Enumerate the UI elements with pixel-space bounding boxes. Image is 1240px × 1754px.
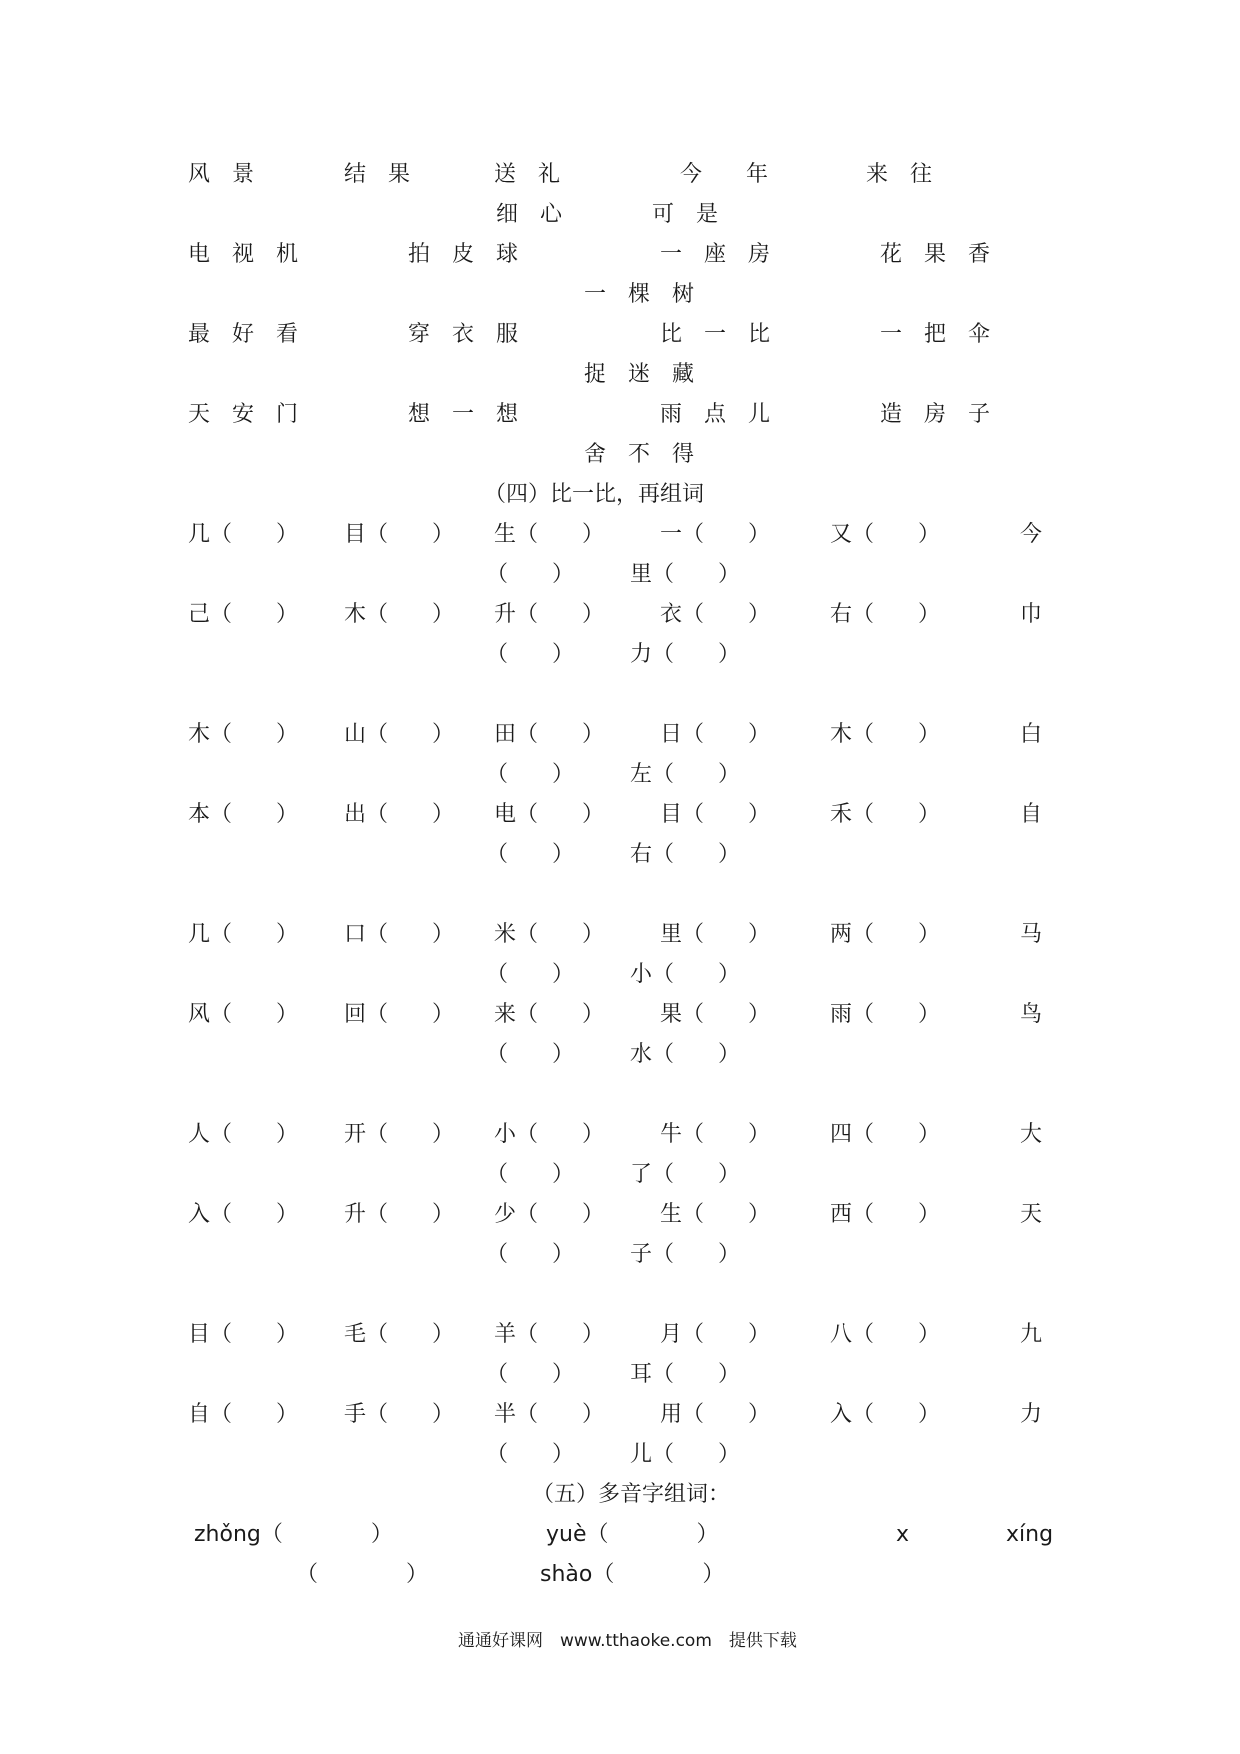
compare-word-blank: 四（ ） [830,1122,941,1147]
compare-word-blank: 了（ ） [630,1162,741,1187]
compare-word-blank: 子（ ） [630,1242,741,1267]
pinyin-blank: zhǒng（ ） [194,1522,393,1547]
compare-word-blank: 回（ ） [344,1002,455,1027]
compare-word-blank: （ ） [486,1042,575,1067]
compare-word-blank: 雨（ ） [830,1002,941,1027]
word: 拍 皮 球 [408,242,519,267]
compare-word-blank: 羊（ ） [494,1322,605,1347]
compare-word-blank: 几（ ） [188,922,299,947]
word: 舍 不 得 [584,442,695,467]
word: 雨 点 儿 [660,402,771,427]
word: 今 年 [680,162,769,187]
compare-word-blank: 升（ ） [344,1202,455,1227]
word: 比 一 比 [660,322,771,347]
compare-word-blank: 生（ ） [660,1202,771,1227]
word: 风 景 [188,162,255,187]
word: 造 房 子 [880,402,991,427]
compare-word-blank: 果（ ） [660,1002,771,1027]
compare-word-blank: 水（ ） [630,1042,741,1067]
compare-word-blank: 电（ ） [494,802,605,827]
compare-word-blank: 马 [1020,922,1043,947]
compare-word-blank: （ ） [486,1242,575,1267]
compare-word-blank: 毛（ ） [344,1322,455,1347]
compare-word-blank: 木（ ） [188,722,299,747]
word: 穿 衣 服 [408,322,519,347]
compare-word-blank: 己（ ） [188,602,299,627]
compare-word-blank: （ ） [486,962,575,987]
section-four-title: （四）比一比，再组词 [484,482,705,507]
pinyin-blank: shào（ ） [540,1562,725,1587]
compare-word-blank: 小（ ） [630,962,741,987]
compare-word-blank: 少（ ） [494,1202,605,1227]
compare-word-blank: 来（ ） [494,1002,605,1027]
compare-word-blank: 今 [1020,522,1043,547]
compare-word-blank: 牛（ ） [660,1122,771,1147]
compare-word-blank: 八（ ） [830,1322,941,1347]
compare-word-blank: （ ） [486,842,575,867]
word: 结 果 [344,162,411,187]
word: 一 把 伞 [880,322,991,347]
pinyin-blank: x [896,1522,910,1547]
word: 想 一 想 [408,402,519,427]
compare-word-blank: 白 [1020,722,1043,747]
compare-word-blank: （ ） [486,1162,575,1187]
word: 一 座 房 [660,242,771,267]
compare-word-blank: 力（ ） [630,642,741,667]
compare-word-blank: 一（ ） [660,522,771,547]
compare-word-blank: （ ） [486,562,575,587]
compare-word-blank: 木（ ） [830,722,941,747]
compare-word-blank: 右（ ） [830,602,941,627]
word: 一 棵 树 [584,282,695,307]
word: 可 是 [652,202,719,227]
compare-word-blank: 生（ ） [494,522,605,547]
compare-word-blank: 入（ ） [830,1402,941,1427]
compare-word-blank: 自 [1020,802,1043,827]
compare-word-blank: （ ） [486,1362,575,1387]
word: 花 果 香 [880,242,991,267]
compare-word-blank: 风（ ） [188,1002,299,1027]
compare-word-blank: 口（ ） [344,922,455,947]
compare-word-blank: 开（ ） [344,1122,455,1147]
compare-word-blank: 两（ ） [830,922,941,947]
compare-word-blank: 巾 [1020,602,1043,627]
compare-word-blank: 禾（ ） [830,802,941,827]
word: 细 心 [496,202,563,227]
compare-word-blank: 目（ ） [660,802,771,827]
compare-word-blank: 西（ ） [830,1202,941,1227]
compare-word-blank: 天 [1020,1202,1043,1227]
compare-word-blank: 耳（ ） [630,1362,741,1387]
compare-word-blank: （ ） [486,642,575,667]
compare-word-blank: 手（ ） [344,1402,455,1427]
compare-word-blank: 力 [1020,1402,1043,1427]
compare-word-blank: 鸟 [1020,1002,1043,1027]
compare-word-blank: 米（ ） [494,922,605,947]
compare-word-blank: 大 [1020,1122,1043,1147]
compare-word-blank: 田（ ） [494,722,605,747]
word: 来 往 [866,162,933,187]
word: 电 视 机 [188,242,299,267]
compare-word-blank: 日（ ） [660,722,771,747]
word: 天 安 门 [188,402,299,427]
compare-word-blank: 衣（ ） [660,602,771,627]
compare-word-blank: 升（ ） [494,602,605,627]
pinyin-blank: xíng [1006,1522,1054,1547]
compare-word-blank: 人（ ） [188,1122,299,1147]
word: 送 礼 [494,162,561,187]
compare-word-blank: 山（ ） [344,722,455,747]
section-five-title: （五）多音字组词： [532,1482,731,1507]
compare-word-blank: （ ） [486,762,575,787]
compare-word-blank: 自（ ） [188,1402,299,1427]
compare-word-blank: 出（ ） [344,802,455,827]
compare-word-blank: 用（ ） [660,1402,771,1427]
compare-word-blank: 月（ ） [660,1322,771,1347]
compare-word-blank: 目（ ） [344,522,455,547]
compare-word-blank: 木（ ） [344,602,455,627]
word: 捉 迷 藏 [584,362,695,387]
compare-word-blank: 目（ ） [188,1322,299,1347]
compare-word-blank: （ ） [486,1442,575,1467]
word: 最 好 看 [188,322,299,347]
pinyin-blank: （ ） [296,1562,429,1587]
compare-word-blank: 半（ ） [494,1402,605,1427]
compare-word-blank: 里（ ） [660,922,771,947]
compare-word-blank: 左（ ） [630,762,741,787]
pinyin-blank: yuè（ ） [546,1522,719,1547]
compare-word-blank: 九 [1020,1322,1043,1347]
compare-word-blank: 儿（ ） [630,1442,741,1467]
compare-word-blank: 入（ ） [188,1202,299,1227]
compare-word-blank: 右（ ） [630,842,741,867]
compare-word-blank: 小（ ） [494,1122,605,1147]
compare-word-blank: 又（ ） [830,522,941,547]
compare-word-blank: 里（ ） [630,562,741,587]
compare-word-blank: 本（ ） [188,802,299,827]
compare-word-blank: 几（ ） [188,522,299,547]
page-footer: 通通好课网 www.tthaoke.com 提供下载 [458,1631,797,1651]
